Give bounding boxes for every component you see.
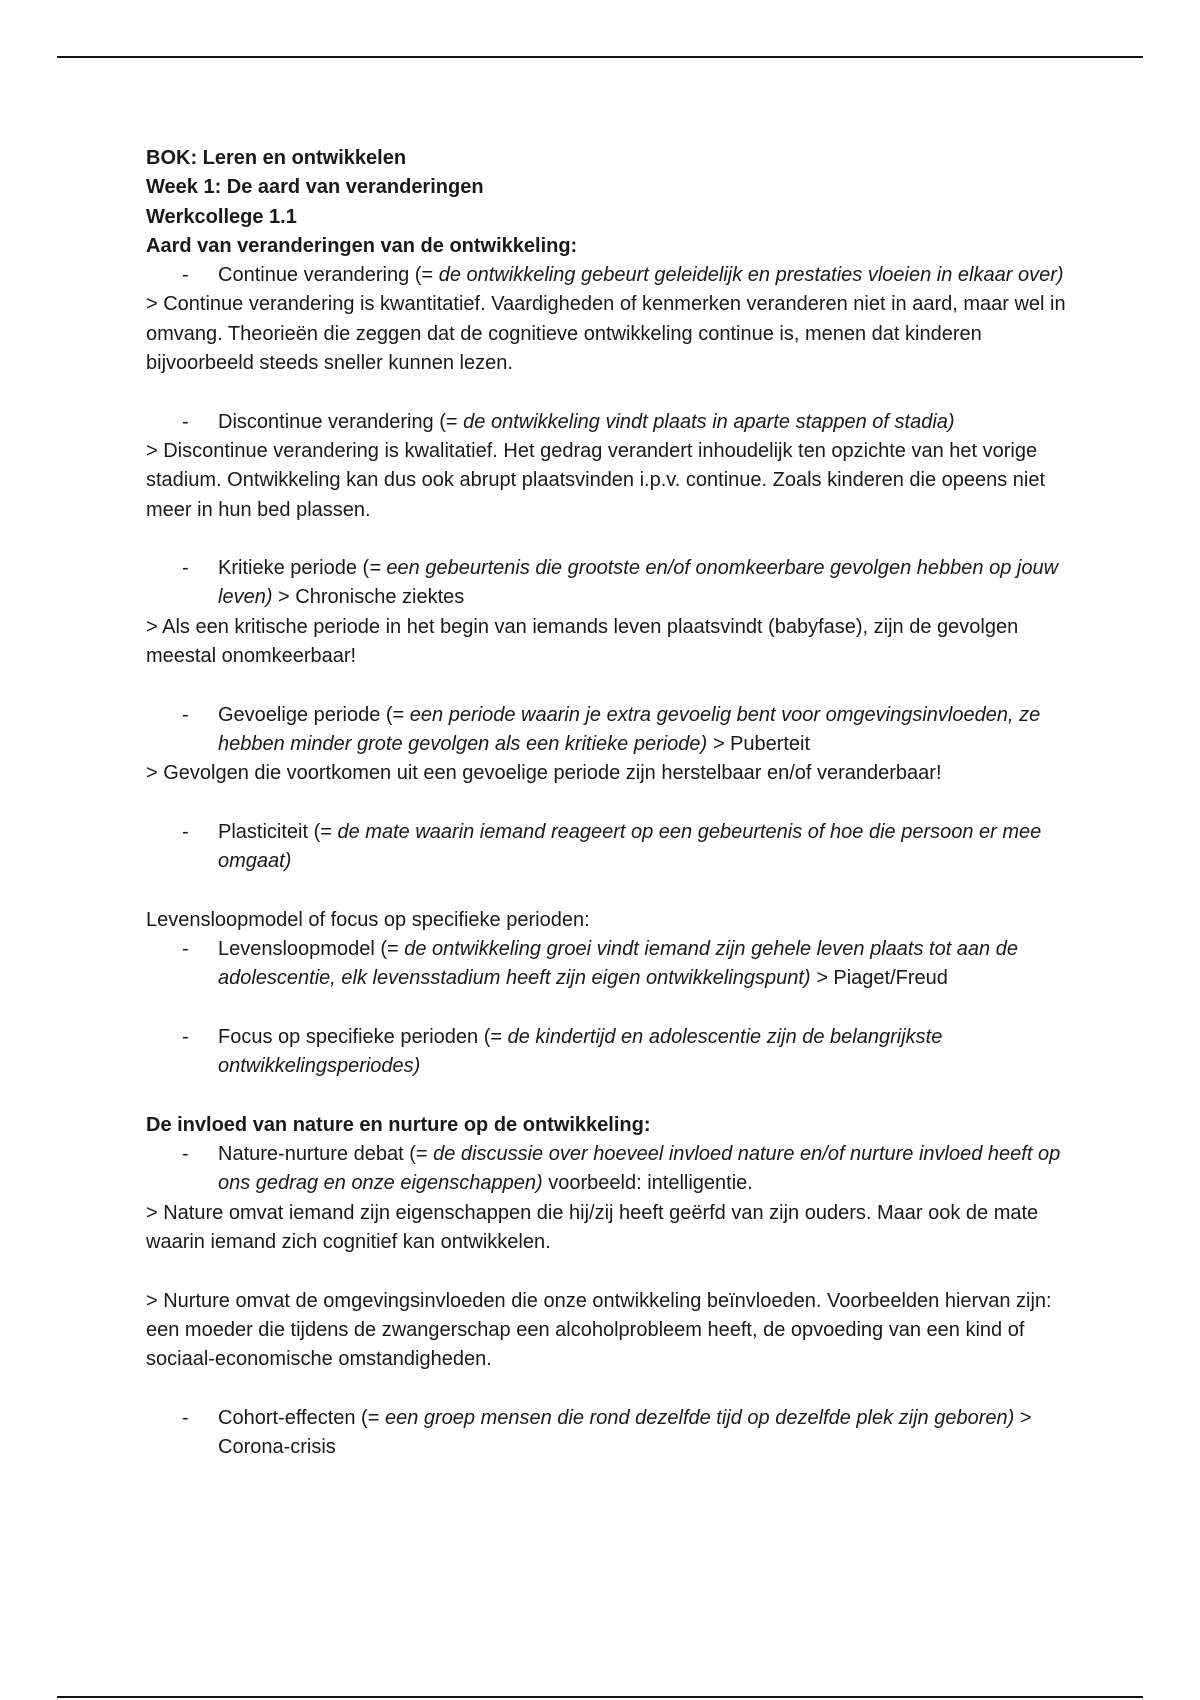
- list-item-discontinue: - Discontinue verandering (= de ontwikkeling vindt plaats in aparte stappen of stadia): [146, 408, 1066, 437]
- document-body: [146, 144, 1066, 1462]
- course-title: BOK: Leren en ontwikkelen: [146, 147, 407, 169]
- list-item-levensloop: - Levensloopmodel (= de ontwikkeling groei vindt iemand zijn gehele leven plaats tot aan de adolescentie, elk levensstadium heeft zijn eigen ontwikkelingspunt) > Piaget/Freud: [146, 935, 1066, 994]
- note-nurture: > Nurture omvat de omgevingsinvloeden die onze ontwikkeling beïnvloeden. Voorbeelden hiervan zijn: een moeder die tijdens de zwangerschap een alcoholprobleem heeft, de opvoeding van een kind of sociaal-economische omstandigheden.: [146, 1289, 1052, 1371]
- bullet-dash: -: [182, 410, 189, 433]
- top-rule: [57, 56, 1143, 58]
- note-kritiek: > Als een kritische periode in het begin van iemands leven plaatsvindt (babyfase), zijn de gevolgen meestal onomkeerbaar!: [146, 615, 1019, 668]
- list-item-plasticiteit: - Plasticiteit (= de mate waarin iemand reageert op een gebeurtenis of hoe die persoon er mee omgaat): [146, 818, 1066, 877]
- bottom-rule: [57, 1696, 1143, 1698]
- bullet-dash: -: [182, 703, 189, 726]
- list-item-nature-debat: - Nature-nurture debat (= de discussie over hoeveel invloed nature en/of nurture invloed heeft op ons gedrag en onze eigenschappen) voorbeeld: intelligentie.: [146, 1140, 1066, 1199]
- list-item-focus: - Focus op specifieke perioden (= de kindertijd en adolescentie zijn de belangrijkste ontwikkelingsperiodes): [146, 1023, 1066, 1082]
- bullet-dash: -: [182, 264, 189, 287]
- section-heading-nature: De invloed van nature en nurture op de ontwikkeling:: [146, 1113, 651, 1136]
- note-continue: > Continue verandering is kwantitatief. Vaardigheden of kenmerken veranderen niet in aard, maar wel in omvang. Theorieën die zeggen dat de cognitieve ontwikkeling continue is, menen dat kinderen bijvoorbeeld steeds sneller kunnen lezen.: [146, 293, 1066, 375]
- week-title: Week 1: De aard van veranderingen: [146, 176, 484, 199]
- bullet-dash: -: [182, 1143, 189, 1166]
- note-gevoelig: > Gevolgen die voortkomen uit een gevoelige periode zijn herstelbaar en/of veranderbaar!: [146, 762, 942, 785]
- note-nature: > Nature omvat iemand zijn eigenschappen die hij/zij heeft geërfd van zijn ouders. Maar ook de mate waarin iemand zich cognitief kan ontwikkelen.: [146, 1201, 1039, 1253]
- bullet-dash: -: [182, 1406, 189, 1429]
- list-item-cohort: - Cohort-effecten (= een groep mensen die rond dezelfde tijd op dezelfde plek zijn geboren) > Corona-crisis: [146, 1404, 1066, 1463]
- list-item-gevoelig: - Gevoelige periode (= een periode waarin je extra gevoelig bent voor omgevingsinvloeden, ze hebben minder grote gevolgen als een kritieke periode) > Puberteit: [146, 701, 1066, 760]
- bullet-dash: -: [182, 557, 189, 580]
- note-discontinue: > Discontinue verandering is kwalitatief. Het gedrag verandert inhoudelijk ten opzichte van het vorige stadium. Ontwikkeling kan dus ook abrupt plaatsvinden i.p.v. continue. Zoals kinderen die opeens niet meer in hun bed plassen.: [146, 439, 1046, 521]
- bullet-dash: -: [182, 938, 189, 961]
- bullet-dash: -: [182, 820, 189, 843]
- list-item-continue: - Continue verandering (= de ontwikkeling gebeurt geleidelijk en prestaties vloeien in elkaar over): [146, 261, 1066, 290]
- section-heading-aard: Aard van veranderingen van de ontwikkeling:: [146, 234, 578, 257]
- bullet-dash: -: [182, 1025, 189, 1048]
- session-title: Werkcollege 1.1: [146, 205, 297, 228]
- list-item-kritiek: - Kritieke periode (= een gebeurtenis die grootste en/of onomkeerbare gevolgen hebben op jouw leven) > Chronische ziektes: [146, 554, 1066, 613]
- levensloop-intro: Levensloopmodel of focus op specifieke perioden:: [146, 908, 590, 931]
